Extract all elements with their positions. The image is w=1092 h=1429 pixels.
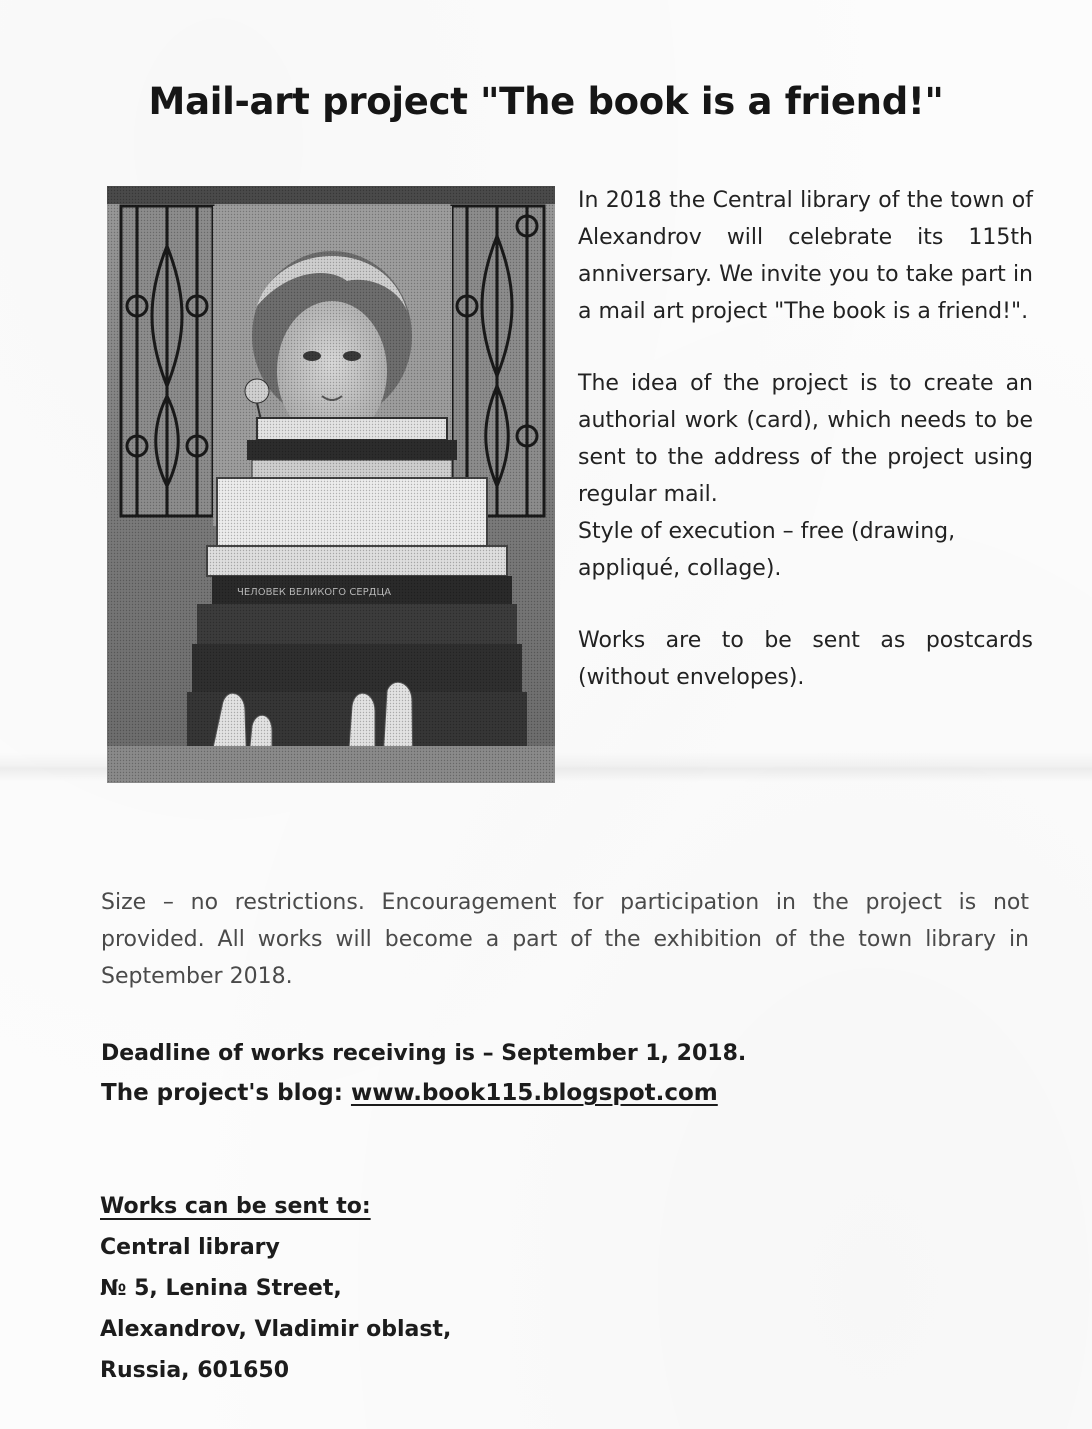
address-line-4: Russia, 601650 <box>100 1358 290 1383</box>
blog-line <box>101 1075 718 1112</box>
blog-link[interactable]: www.book115.blogspot.com <box>350 1080 718 1106</box>
address-line-1: Central library <box>100 1235 280 1260</box>
intro-paragraph-anniversary: In 2018 the Central library of the town of Alexandrov will celebrate its 115th anniversary. We invite you to take part in a mail art project "The book is a friend!". <box>578 188 1033 324</box>
photo-woman-with-books <box>107 186 555 783</box>
intro-paragraph-postcards: Works are to be sent as postcards (without envelopes). <box>578 628 1033 690</box>
address-heading: Works can be sent to: <box>100 1194 371 1219</box>
intro-paragraph-style: Style of execution – free (drawing, appliqué, collage). <box>578 519 956 581</box>
page-title: Mail-art project "The book is a friend!" <box>148 80 944 123</box>
blog-label: The project's blog: <box>101 1080 351 1106</box>
intro-column <box>578 182 1033 696</box>
mailing-address <box>100 1186 451 1391</box>
address-line-3: Alexandrov, Vladimir oblast, <box>100 1317 452 1342</box>
address-line-2: № 5, Lenina Street, <box>100 1276 342 1301</box>
intro-paragraph-idea: The idea of the project is to create an authorial work (card), which needs to be sent to the address of the project using regular mail. <box>578 371 1033 507</box>
size-paragraph: Size – no restrictions. Encouragement for participation in the project is not provided. All works will become a part of the exhibition of the town library in September 2018. <box>101 890 1029 989</box>
deadline-line: Deadline of works receiving is – September 1, 2018. <box>101 1041 747 1066</box>
